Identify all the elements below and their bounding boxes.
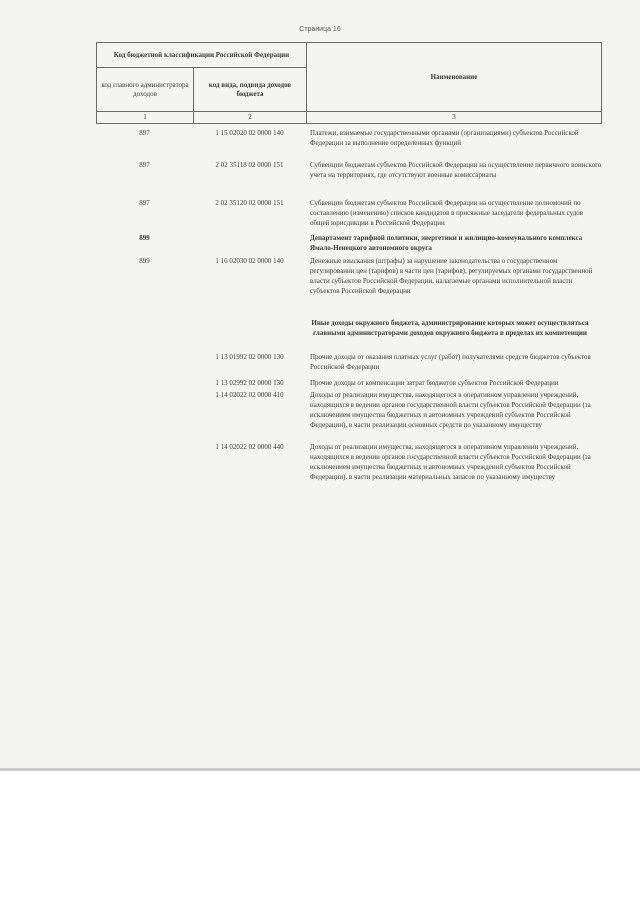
department-row: [96, 233, 602, 253]
header-code-label: код вида, подвида доходов бюджета: [194, 68, 307, 112]
income-code: 1 13 02992 02 0000 130: [215, 379, 284, 387]
table-row: [96, 390, 602, 430]
table-row: [96, 198, 602, 228]
income-name: Прочие доходы от оказания платных услуг (работ) получателями средств бюджетов субъектов Российской Федерации: [310, 353, 591, 371]
income-code: 2 02 35120 02 0000 151: [215, 199, 284, 207]
income-name: Доходы от реализации имущества, находящегося в оперативном управлении учреждений, находящихся в ведении органов государственной власти субъектов Российской Федерации (за исключением имущества бюджетных и автономных учреждений субъектов Российской Федерации), в части реализации материальных запасов по указанному имуществу: [310, 443, 591, 481]
table-row: [96, 160, 602, 180]
income-name: Субвенции бюджетам субъектов Российской Федерации на осуществление первичного воинского учета на территориях, где отсутствуют военные комиссариаты: [310, 161, 602, 179]
admin-code: [96, 442, 193, 482]
income-name: Прочие доходы от компенсации затрат бюджетов субъектов Российской Федерации: [310, 379, 559, 387]
header-num-2: 2: [194, 112, 307, 124]
header-num-3: 3: [307, 112, 602, 124]
income-code: 2 02 35118 02 0000 151: [215, 161, 284, 169]
table-row: [96, 256, 602, 296]
admin-code: [96, 390, 193, 430]
table-row: [96, 378, 602, 388]
page-number: Страница 16: [299, 26, 341, 33]
table-row: [96, 442, 602, 482]
table-row: [96, 352, 602, 372]
income-name: Денежные взыскания (штрафы) за нарушение законодательства о государственном регулировании цен (тарифов) в части цен (тарифов), регулируемых органами государственной власти субъектов Российской Федерации, налагаемые органами исполнительной власти субъектов Российской Федерации: [310, 257, 593, 295]
admin-code: [96, 352, 193, 372]
income-code: 1 15 02020 02 0000 140: [215, 129, 284, 137]
admin-code: 897: [139, 129, 150, 137]
income-code: 1 13 01992 02 0000 130: [215, 353, 284, 361]
income-code: 1 14 02022 02 0000 440: [215, 443, 284, 451]
admin-code: 899: [139, 234, 150, 242]
header-group-label: Код бюджетной классификации Российской Федерации: [97, 43, 307, 68]
income-code: 1 16 02030 02 0000 140: [215, 257, 284, 265]
admin-code: 897: [139, 199, 150, 207]
income-name: Доходы от реализации имущества, находящегося в оперативном управлении учреждений, находящихся в ведении органов государственной власти субъектов Российской Федерации (за исключением имущества бюджетных и автономных учреждений субъектов Российской Федерации), в части реализации основных средств по указанному имуществу: [310, 391, 591, 429]
header-name-label: Наименование: [307, 43, 602, 112]
table-row: [96, 128, 602, 148]
income-code: [193, 233, 306, 253]
header-num-1: 1: [97, 112, 194, 124]
department-name: Департамент тарифной политики, энергетики и жилищно-коммунального комплекса Ямало-Ненецкого автономного округа: [310, 234, 583, 252]
income-code: 1 14 02022 02 0000 410: [215, 391, 284, 399]
income-name: Платежи, взимаемые государственными органами (организациями) субъектов Российской Федерации за выполнение определенных функций: [310, 129, 579, 147]
page-edge: [0, 768, 640, 771]
table-header: [96, 42, 602, 124]
header-admin-label: код главного администратора доходов: [97, 68, 194, 112]
income-name: Субвенции бюджетам субъектов Российской Федерации на осуществление полномочий по составлению (изменению) списков кандидатов в присяжные заседатели федеральных судов общей юрисдикции в Российской Федерации: [310, 199, 584, 227]
admin-code: [96, 378, 193, 388]
table-body: [96, 128, 602, 482]
admin-code: 897: [139, 161, 150, 169]
admin-code: 899: [139, 257, 150, 265]
section-heading: Иные доходы окружного бюджета, администрирование которых может осуществляться главными администраторами доходов окружного бюджета в пределах их компетенции: [311, 319, 589, 337]
